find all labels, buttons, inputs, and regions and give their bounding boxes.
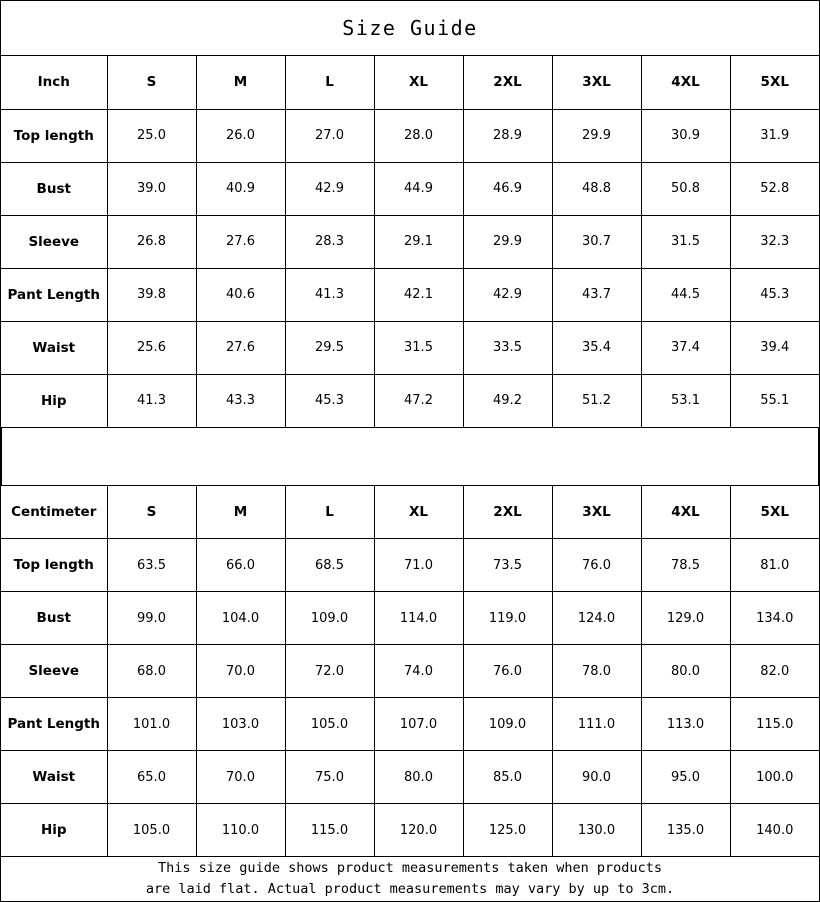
cell-value: 43.7 — [552, 268, 641, 321]
cell-value: 115.0 — [730, 698, 819, 751]
cell-value: 25.6 — [107, 321, 196, 374]
unit-header: Centimeter — [1, 486, 107, 539]
cell-value: 30.7 — [552, 215, 641, 268]
cell-value: 78.5 — [641, 539, 730, 592]
table-row — [1, 321, 819, 374]
table-separator — [1, 428, 819, 486]
cell-value: 63.5 — [107, 539, 196, 592]
cell-value: 104.0 — [196, 592, 285, 645]
cell-value: 39.8 — [107, 268, 196, 321]
row-label: Top length — [1, 539, 107, 592]
row-label: Sleeve — [1, 215, 107, 268]
row-label: Hip — [1, 804, 107, 857]
cell-value: 105.0 — [107, 804, 196, 857]
table-row — [1, 804, 819, 857]
cell-value: 76.0 — [463, 645, 552, 698]
inch-table-wrapper — [1, 56, 819, 428]
cell-value: 114.0 — [374, 592, 463, 645]
cell-value: 65.0 — [107, 751, 196, 804]
cell-value: 80.0 — [374, 751, 463, 804]
row-label: Pant Length — [1, 698, 107, 751]
table-row — [1, 539, 819, 592]
cell-value: 101.0 — [107, 698, 196, 751]
cell-value: 30.9 — [641, 109, 730, 162]
cell-value: 125.0 — [463, 804, 552, 857]
size-header-l: L — [285, 486, 374, 539]
cell-value: 27.6 — [196, 321, 285, 374]
cell-value: 73.5 — [463, 539, 552, 592]
table-header-row — [1, 486, 819, 539]
footnote — [1, 857, 819, 901]
cell-value: 52.8 — [730, 162, 819, 215]
table-header-row — [1, 56, 819, 109]
table-row — [1, 645, 819, 698]
cell-value: 95.0 — [641, 751, 730, 804]
cell-value: 109.0 — [285, 592, 374, 645]
cell-value: 135.0 — [641, 804, 730, 857]
row-label: Top length — [1, 109, 107, 162]
cell-value: 55.1 — [730, 374, 819, 427]
cell-value: 27.0 — [285, 109, 374, 162]
size-header-4xl: 4XL — [641, 56, 730, 109]
centimeter-size-table — [1, 486, 819, 858]
cell-value: 124.0 — [552, 592, 641, 645]
cell-value: 68.5 — [285, 539, 374, 592]
cell-value: 74.0 — [374, 645, 463, 698]
page-title: Size Guide — [1, 1, 819, 56]
row-label: Pant Length — [1, 268, 107, 321]
size-header-5xl: 5XL — [730, 486, 819, 539]
cell-value: 27.6 — [196, 215, 285, 268]
cell-value: 81.0 — [730, 539, 819, 592]
size-header-s: S — [107, 486, 196, 539]
cell-value: 26.8 — [107, 215, 196, 268]
table-row — [1, 374, 819, 427]
cell-value: 25.0 — [107, 109, 196, 162]
cell-value: 50.8 — [641, 162, 730, 215]
cell-value: 44.5 — [641, 268, 730, 321]
cell-value: 78.0 — [552, 645, 641, 698]
size-header-3xl: 3XL — [552, 486, 641, 539]
cell-value: 110.0 — [196, 804, 285, 857]
cell-value: 100.0 — [730, 751, 819, 804]
size-header-s: S — [107, 56, 196, 109]
cell-value: 48.8 — [552, 162, 641, 215]
cell-value: 29.5 — [285, 321, 374, 374]
cell-value: 40.6 — [196, 268, 285, 321]
cell-value: 42.1 — [374, 268, 463, 321]
cell-value: 29.9 — [463, 215, 552, 268]
size-header-2xl: 2XL — [463, 486, 552, 539]
size-header-3xl: 3XL — [552, 56, 641, 109]
table-row — [1, 698, 819, 751]
cell-value: 33.5 — [463, 321, 552, 374]
cell-value: 140.0 — [730, 804, 819, 857]
cell-value: 115.0 — [285, 804, 374, 857]
cell-value: 70.0 — [196, 751, 285, 804]
cell-value: 107.0 — [374, 698, 463, 751]
cell-value: 82.0 — [730, 645, 819, 698]
size-header-m: M — [196, 56, 285, 109]
cell-value: 43.3 — [196, 374, 285, 427]
table-row — [1, 109, 819, 162]
cell-value: 72.0 — [285, 645, 374, 698]
cell-value: 71.0 — [374, 539, 463, 592]
cell-value: 26.0 — [196, 109, 285, 162]
table-row — [1, 215, 819, 268]
cell-value: 32.3 — [730, 215, 819, 268]
row-label: Waist — [1, 321, 107, 374]
cell-value: 90.0 — [552, 751, 641, 804]
size-header-2xl: 2XL — [463, 56, 552, 109]
row-label: Bust — [1, 162, 107, 215]
inch-size-table — [1, 56, 819, 428]
cell-value: 39.0 — [107, 162, 196, 215]
row-label: Hip — [1, 374, 107, 427]
row-label: Sleeve — [1, 645, 107, 698]
cell-value: 70.0 — [196, 645, 285, 698]
footnote-line-2: are laid flat. Actual product measurements may vary by up to 3cm. — [145, 881, 675, 897]
cell-value: 47.2 — [374, 374, 463, 427]
cell-value: 41.3 — [285, 268, 374, 321]
cell-value: 37.4 — [641, 321, 730, 374]
cell-value: 28.0 — [374, 109, 463, 162]
cell-value: 111.0 — [552, 698, 641, 751]
cell-value: 31.5 — [374, 321, 463, 374]
cell-value: 76.0 — [552, 539, 641, 592]
cell-value: 109.0 — [463, 698, 552, 751]
cell-value: 99.0 — [107, 592, 196, 645]
cell-value: 120.0 — [374, 804, 463, 857]
cell-value: 134.0 — [730, 592, 819, 645]
cell-value: 80.0 — [641, 645, 730, 698]
cell-value: 53.1 — [641, 374, 730, 427]
table-row — [1, 592, 819, 645]
cell-value: 45.3 — [285, 374, 374, 427]
row-label: Bust — [1, 592, 107, 645]
size-header-l: L — [285, 56, 374, 109]
cell-value: 40.9 — [196, 162, 285, 215]
cell-value: 51.2 — [552, 374, 641, 427]
cell-value: 130.0 — [552, 804, 641, 857]
footnote-line-1: This size guide shows product measurements taken when products — [158, 860, 662, 876]
cell-value: 75.0 — [285, 751, 374, 804]
cell-value: 105.0 — [285, 698, 374, 751]
cell-value: 44.9 — [374, 162, 463, 215]
cell-value: 113.0 — [641, 698, 730, 751]
size-header-xl: XL — [374, 486, 463, 539]
cell-value: 39.4 — [730, 321, 819, 374]
cell-value: 129.0 — [641, 592, 730, 645]
cell-value: 68.0 — [107, 645, 196, 698]
size-header-m: M — [196, 486, 285, 539]
table-row — [1, 162, 819, 215]
cell-value: 28.3 — [285, 215, 374, 268]
cell-value: 29.1 — [374, 215, 463, 268]
cell-value: 85.0 — [463, 751, 552, 804]
cell-value: 28.9 — [463, 109, 552, 162]
cell-value: 31.5 — [641, 215, 730, 268]
unit-header: Inch — [1, 56, 107, 109]
table-row — [1, 268, 819, 321]
cell-value: 49.2 — [463, 374, 552, 427]
cell-value: 66.0 — [196, 539, 285, 592]
cell-value: 103.0 — [196, 698, 285, 751]
cell-value: 42.9 — [463, 268, 552, 321]
cell-value: 35.4 — [552, 321, 641, 374]
cell-value: 46.9 — [463, 162, 552, 215]
cell-value: 119.0 — [463, 592, 552, 645]
size-header-xl: XL — [374, 56, 463, 109]
size-header-5xl: 5XL — [730, 56, 819, 109]
table-row — [1, 751, 819, 804]
cell-value: 41.3 — [107, 374, 196, 427]
row-label: Waist — [1, 751, 107, 804]
cell-value: 31.9 — [730, 109, 819, 162]
cell-value: 42.9 — [285, 162, 374, 215]
centimeter-table-wrapper — [1, 486, 819, 858]
cell-value: 45.3 — [730, 268, 819, 321]
cell-value: 29.9 — [552, 109, 641, 162]
size-header-4xl: 4XL — [641, 486, 730, 539]
